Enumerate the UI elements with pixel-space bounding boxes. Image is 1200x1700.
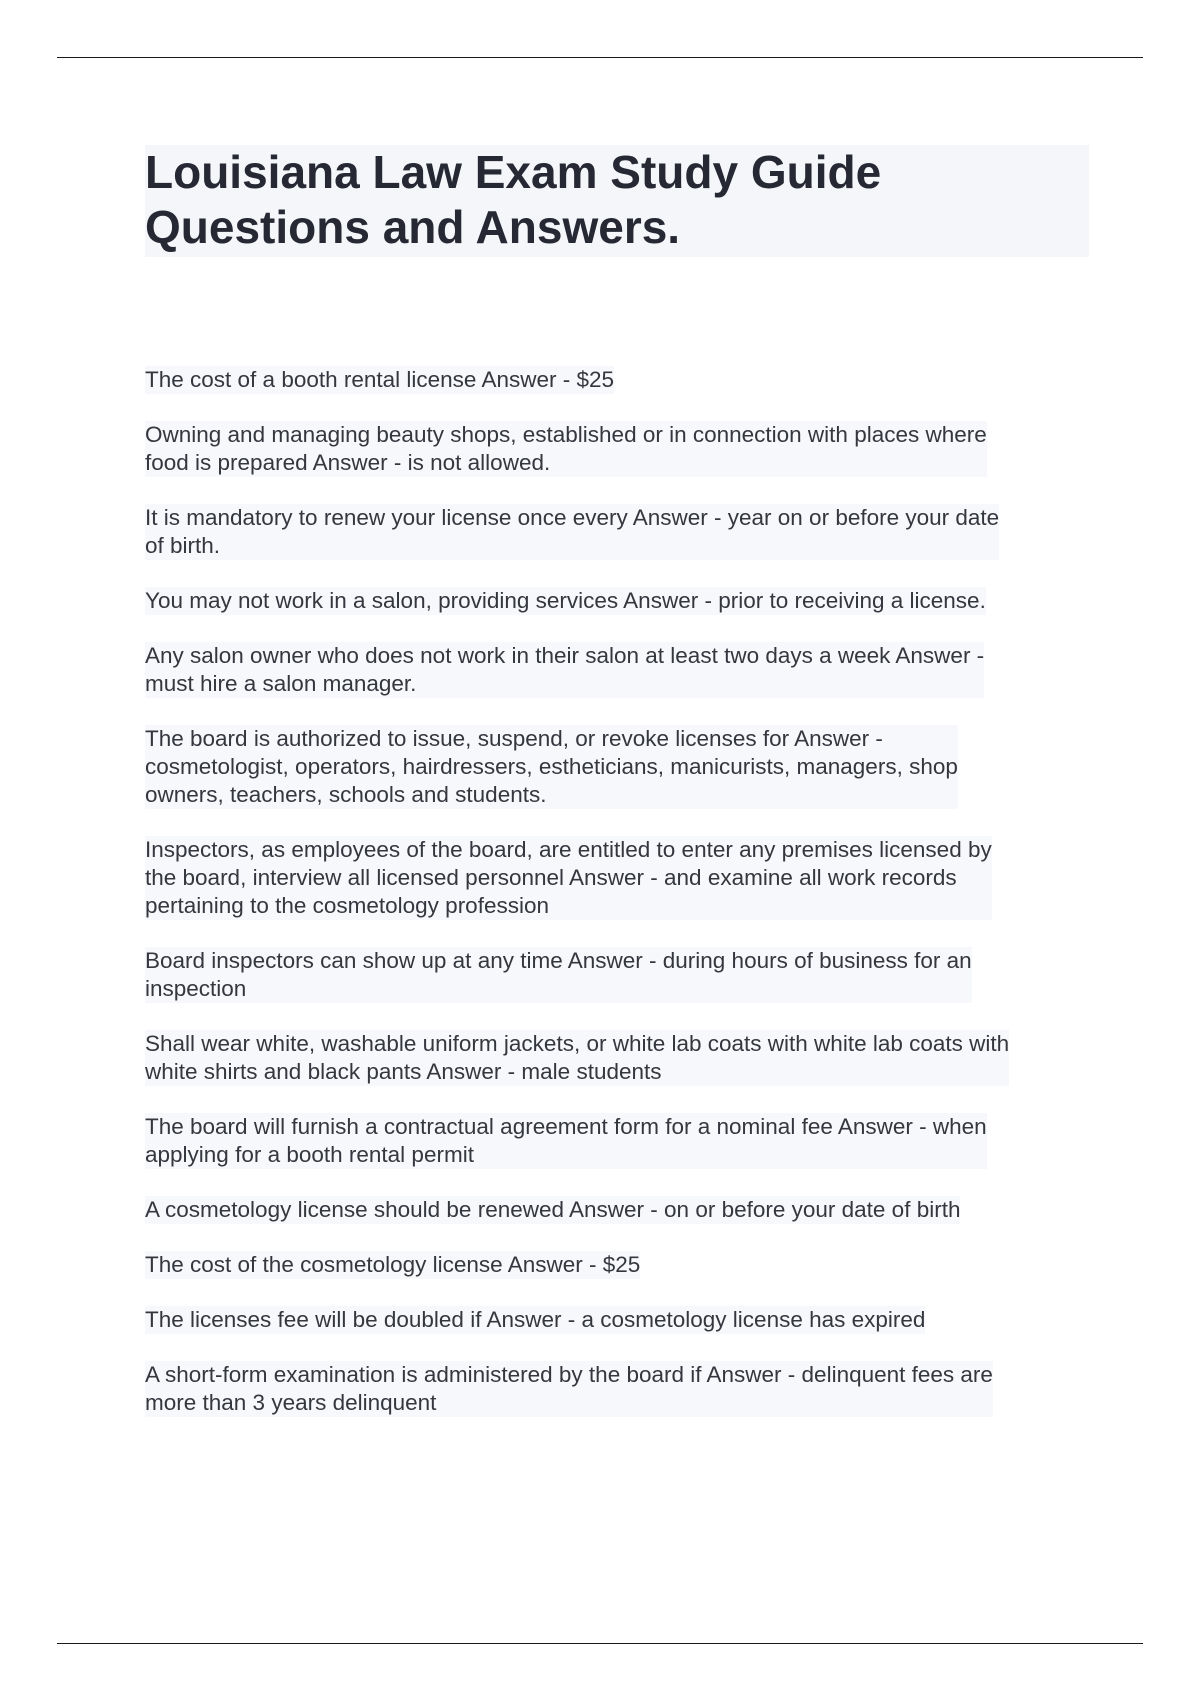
qa-row [145,1196,1089,1224]
qa-row [145,1113,1089,1169]
qa-row [145,1306,1089,1334]
qa-item: The cost of the cosmetology license Answer - $25 [145,1252,641,1277]
qa-row [145,1361,1089,1417]
qa-item: Board inspectors can show up at any time Answer - during hours of business for an inspection [145,948,972,1001]
qa-item: Shall wear white, washable uniform jackets, or white lab coats with white lab coats with white shirts and black pants Answer - male students [145,1031,1010,1084]
title-block [145,145,1089,257]
qa-item: A cosmetology license should be renewed Answer - on or before your date of birth [145,1197,961,1222]
qa-row [145,587,1089,615]
qa-row [145,1030,1089,1086]
qa-row [145,725,1089,809]
qa-item: The cost of a booth rental license Answer - $25 [145,367,615,392]
qa-item: Inspectors, as employees of the board, are entitled to enter any premises licensed by the board, interview all licensed personnel Answer - and examine all work records pertaining to the cosmetology profession [145,837,992,918]
qa-row [145,1251,1089,1279]
qa-item: You may not work in a salon, providing services Answer - prior to receiving a license. [145,588,986,613]
qa-row [145,421,1089,477]
qa-item: The board is authorized to issue, suspend, or revoke licenses for Answer - cosmetologist, operators, hairdressers, estheticians, manicurists, managers, shop owners, teachers, schools and students. [145,726,958,807]
qa-item: The board will furnish a contractual agreement form for a nominal fee Answer - when applying for a booth rental permit [145,1114,987,1167]
qa-item: It is mandatory to renew your license once every Answer - year on or before your date of birth. [145,505,1000,558]
page-title: Louisiana Law Exam Study Guide Questions and Answers. [145,146,882,253]
qa-item: The licenses fee will be doubled if Answer - a cosmetology license has expired [145,1307,926,1332]
qa-row [145,947,1089,1003]
bottom-rule [57,1643,1143,1644]
qa-row [145,504,1089,560]
qa-list [145,366,1089,1444]
qa-item: A short-form examination is administered by the board if Answer - delinquent fees are more than 3 years delinquent [145,1362,993,1415]
qa-row [145,366,1089,394]
qa-item: Any salon owner who does not work in their salon at least two days a week Answer - must hire a salon manager. [145,643,985,696]
qa-row [145,642,1089,698]
qa-row [145,836,1089,920]
top-rule [57,57,1143,58]
qa-item: Owning and managing beauty shops, established or in connection with places where food is prepared Answer - is not allowed. [145,422,987,475]
